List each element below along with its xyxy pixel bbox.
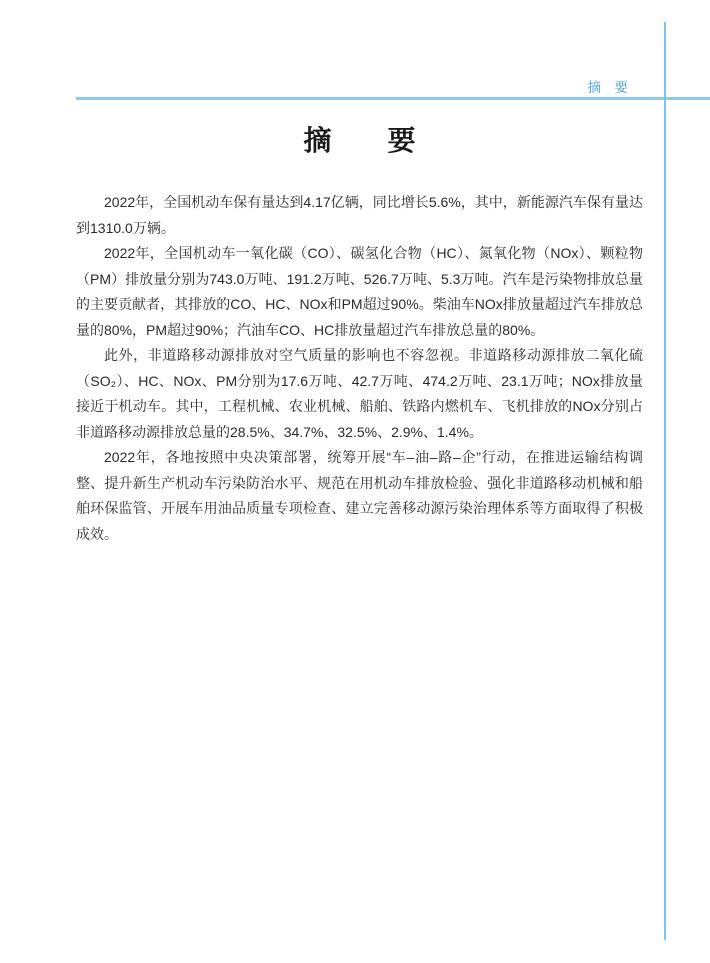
side-margin-rule: [664, 22, 666, 940]
header-rule: [76, 97, 710, 100]
paragraph-nonroad-emissions: 此外，非道路移动源排放对空气质量的影响也不容忽视。非道路移动源排放二氧化硫（SO₂）、HC、NOx、PM分别为17.6万吨、42.7万吨、474.2万吨、23.1万吨；NOx排放量接近于机动车。其中，工程机械、农业机械、船舶、铁路内燃机车、飞机排放的NOx分别占非道路移动源排放总量的28.5%、34.7%、32.5%、2.9%、1.4%。: [76, 347, 643, 440]
abstract-content: [76, 126, 643, 547]
paragraph-vehicle-population: 2022年，全国机动车保有量达到4.17亿辆，同比增长5.6%，其中，新能源汽车保有量达到1310.0万辆。: [76, 194, 643, 236]
paragraph-vehicle-emissions: 2022年，全国机动车一氧化碳（CO）、碳氢化合物（HC）、氮氧化物（NOx）、颗粒物（PM）排放量分别为743.0万吨、191.2万吨、526.7万吨、5.3万吨。汽车是污染物排放总量的主要贡献者，其排放的CO、HC、NOx和PM超过90%。柴油车NOx排放量超过汽车排放总量的80%，PM超过90%；汽油车CO、HC排放量超过汽车排放总量的80%。: [76, 245, 643, 338]
running-head-title: 摘 要: [587, 80, 628, 95]
page-title: 摘 要: [303, 126, 416, 157]
paragraph-policy-actions: 2022年，各地按照中央决策部署，统筹开展“车–油–路–企”行动，在推进运输结构调整、提升新生产机动车污染防治水平、规范在用机动车排放检验、强化非道路移动机械和船舶环保监管、开展车用油品质量专项检查、建立完善移动源污染治理体系等方面取得了积极成效。: [76, 449, 643, 542]
